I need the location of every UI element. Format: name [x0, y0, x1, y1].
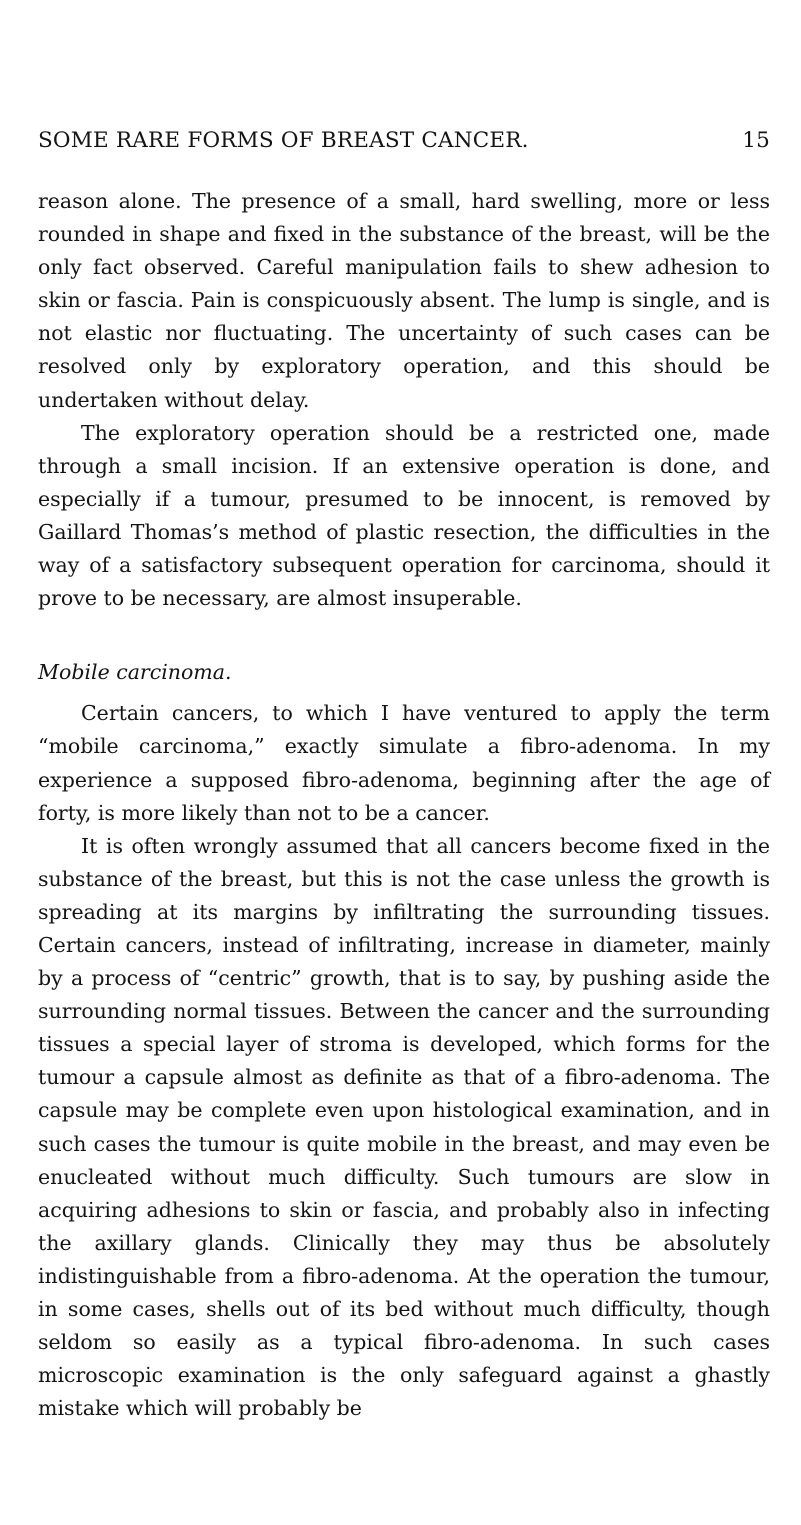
paragraph-mobile-carcinoma-detail: It is often wrongly assumed that all cancers become fixed in the substance of the breast, but this is not the case unless the growth is spreading at its margins by infiltrating the surrounding tissues. Certain cancers, instead of infiltrating, increase in diameter, mainly by a process of “centric” growth, that is to say, by pushing aside the surrounding normal tissues. Between the cancer and the surrounding tissues a special layer of stroma is developed, which forms for the tumour a capsule almost as definite as that of a fibro-adenoma. The capsule may be complete even upon histological examination, and in such cases the tumour is quite mobile in the breast, and may even be enucleated without much difficulty. Such tumours are slow in acquiring adhesions to skin or fascia, and probably also in infecting the axillary glands. Clinically they may thus be absolutely indistinguishable from a fibro-adenoma. At the operation the tumour, in some cases, shells out of its bed without much difficulty, though seldom so easily as a typical fibro-adenoma. In such cases microscopic examination is the only safeguard against a ghastly mistake which will probably be [38, 833, 770, 1421]
body-text [38, 185, 770, 1425]
paragraph-mobile-carcinoma-intro: Certain cancers, to which I have ventured to apply the term “mobile carcinoma,” exactly simulate a fibro-adenoma. In my experience a supposed fibro-adenoma, beginning after the age of forty, is more likely than not to be a cancer. [38, 701, 770, 825]
paragraph-continued: reason alone. The presence of a small, hard swelling, more or less rounded in shape and fixed in the substance of the breast, will be the only fact observed. Careful manipulation fails to shew adhesion to skin or fascia. Pain is conspicuously absent. The lump is single, and is not elastic nor fluctuating. The uncertainty of such cases can be resolved only by exploratory operation, and this should be undertaken without delay. [38, 189, 770, 412]
page-number: 15 [742, 128, 770, 153]
running-head [38, 128, 770, 160]
paragraph-exploratory-operation: The exploratory operation should be a restricted one, made through a small incision. If an extensive operation is done, and especially if a tumour, presumed to be innocent, is removed by Gaillard Thomas’s method of plastic resection, the difficulties in the way of a satisfactory subsequent operation for carcinoma, should it prove to be necessary, are almost insuperable. [38, 420, 770, 611]
section-heading: Mobile carcinoma. [38, 660, 232, 685]
running-title: SOME RARE FORMS OF BREAST CANCER. [38, 128, 529, 153]
